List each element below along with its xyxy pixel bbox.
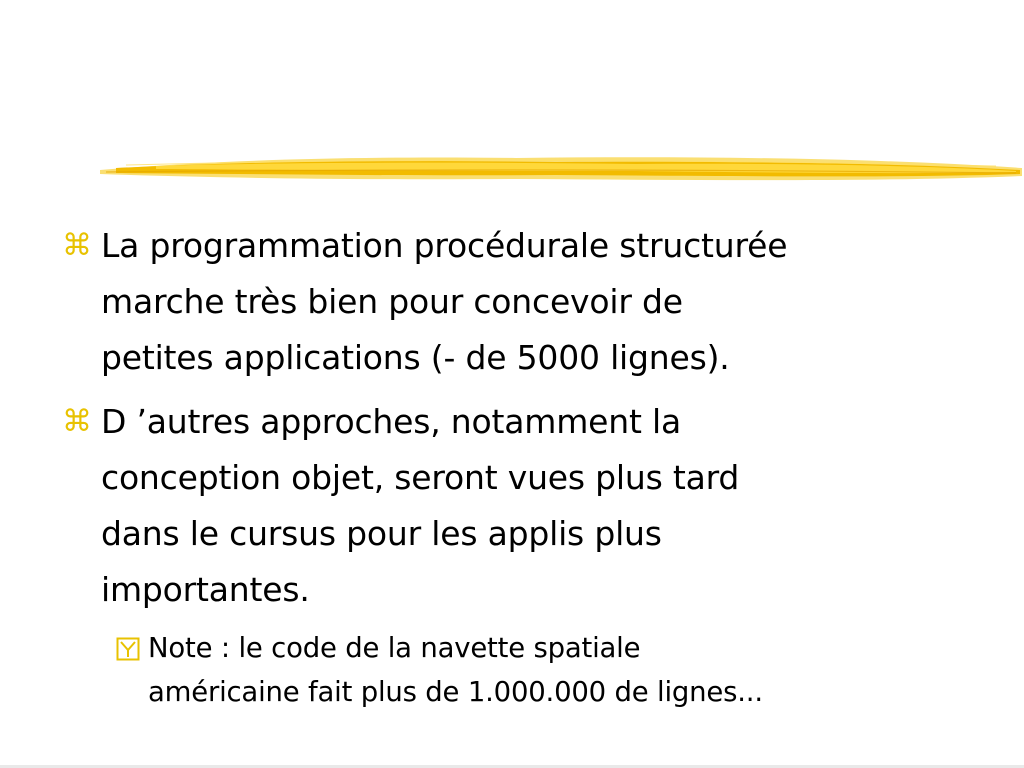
sub-bullet-item: [116, 626, 982, 714]
command-key-icon: ⌘: [62, 404, 92, 439]
bullet-item: [62, 218, 982, 386]
slide-body: [62, 218, 982, 714]
brush-stroke-divider: [96, 146, 1024, 190]
sub-bullet-line: Note : le code de la navette spatiale: [148, 632, 641, 664]
bullet-line: petites applications (- de 5000 lignes).: [101, 338, 730, 377]
bullet-line: conception objet, seront vues plus tard: [101, 458, 740, 497]
command-key-icon: ⌘: [62, 228, 92, 263]
bullet-line: importantes.: [101, 570, 310, 609]
checkbox-y-icon: [116, 637, 140, 661]
bullet-line: D ’autres approches, notamment la: [101, 402, 681, 441]
bullet-line: La programmation procédurale structurée: [101, 226, 788, 265]
bullet-line: marche très bien pour concevoir de: [101, 282, 683, 321]
sub-bullet-line: américaine fait plus de 1.000.000 de lignes...: [148, 676, 763, 708]
bullet-line: dans le cursus pour les applis plus: [101, 514, 662, 553]
bullet-item: [62, 394, 982, 618]
